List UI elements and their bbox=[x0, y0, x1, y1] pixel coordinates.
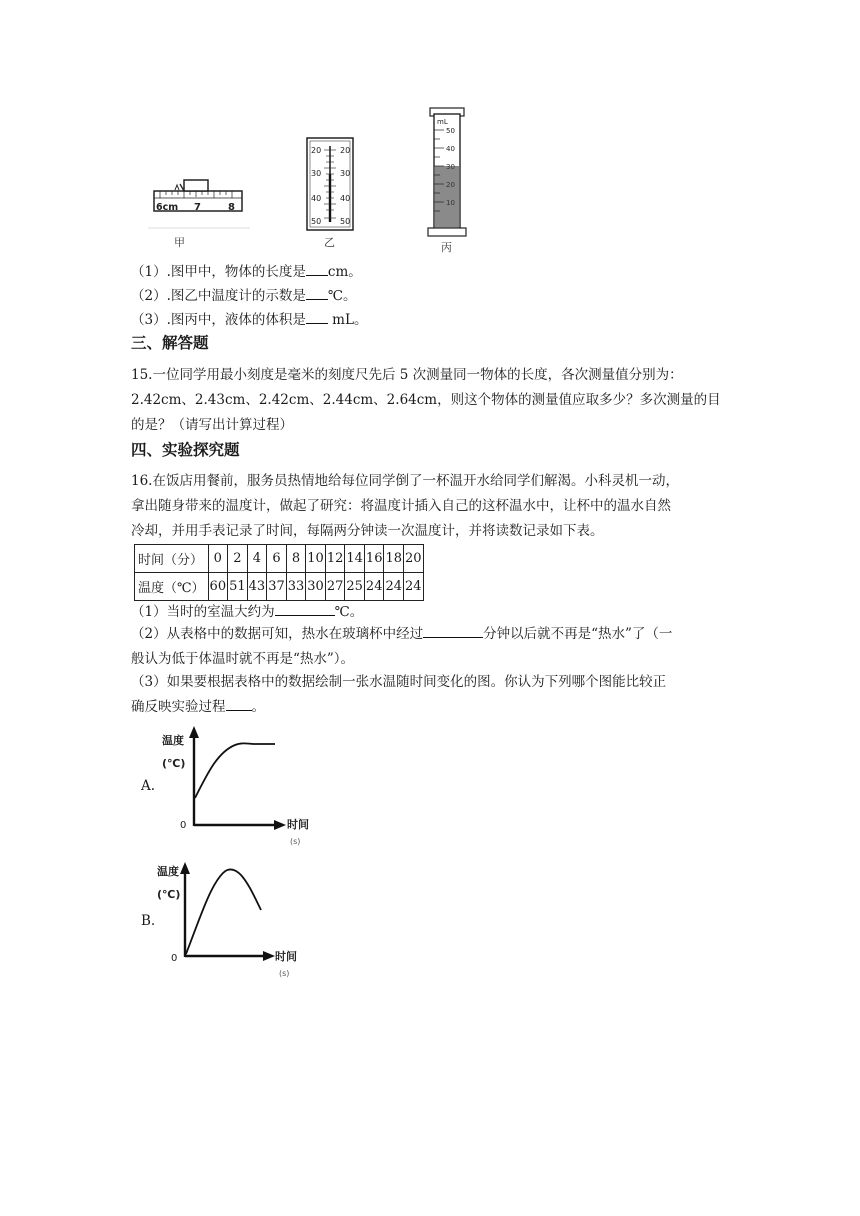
q14-item-1-post: cm。 bbox=[327, 264, 362, 281]
answer-blank[interactable] bbox=[275, 601, 335, 616]
figure-label-yi: 乙 bbox=[324, 236, 335, 249]
table-cell: 2 bbox=[228, 545, 248, 573]
origin-label: 0 bbox=[180, 820, 187, 831]
q16-sub-3-line-1: （3）如果要根据表格中的数据绘制一张水温随时间变化的图。你认为下列哪个图能比较正 bbox=[131, 674, 667, 690]
answer-blank[interactable] bbox=[423, 623, 483, 638]
cylinder-40: 40 bbox=[446, 145, 455, 153]
option-a-letter[interactable]: A. bbox=[141, 778, 156, 794]
thermo-left-30: 30 bbox=[311, 169, 322, 178]
table-cell: 12 bbox=[325, 545, 345, 573]
table-cell: 8 bbox=[286, 545, 306, 573]
ruler-tick-7: 7 bbox=[194, 202, 201, 213]
thermometer-figure bbox=[307, 138, 353, 249]
q14-item-2 bbox=[131, 285, 357, 306]
cylinder-20: 20 bbox=[446, 181, 455, 189]
ruler-unit: 6cm bbox=[156, 202, 179, 213]
table-cell: 37 bbox=[267, 573, 287, 601]
q16-sub-2-post: 分钟以后就不再是“热水”了（一 bbox=[483, 626, 673, 642]
curve bbox=[186, 869, 261, 954]
table-cell: 24 bbox=[364, 573, 384, 601]
q16-intro bbox=[131, 469, 741, 544]
top-figures bbox=[140, 100, 520, 260]
q16-sub-1-post: ℃。 bbox=[334, 604, 364, 621]
x-axis-arrow-icon bbox=[274, 820, 286, 830]
x-unit: (s) bbox=[290, 837, 301, 846]
thermo-right-30: 30 bbox=[340, 169, 351, 178]
table-cell: 24 bbox=[384, 573, 404, 601]
q16-sub-3 bbox=[131, 670, 741, 720]
figure-label-jia: 甲 bbox=[174, 236, 185, 249]
q16-sub-2-line-2: 般认为低于体温时就不再是“热水”）。 bbox=[131, 651, 355, 667]
table-cell: 24 bbox=[404, 573, 424, 601]
option-a-graph[interactable] bbox=[160, 722, 320, 850]
answer-blank[interactable] bbox=[306, 261, 328, 276]
thermo-right-40: 40 bbox=[340, 194, 351, 203]
table-cell: 33 bbox=[286, 573, 306, 601]
q16-line-2: 拿出随身带来的温度计，做起了研究：将温度计插入自己的这杯温水中，让杯中的温水自然 bbox=[131, 498, 671, 514]
q16-sub-1 bbox=[131, 601, 363, 622]
q14-item-1 bbox=[131, 261, 362, 282]
table-cell: 51 bbox=[228, 573, 248, 601]
y-unit: (℃) bbox=[162, 757, 186, 770]
y-unit: (℃) bbox=[157, 888, 181, 901]
q15-line-1: 15.一位同学用最小刻度是毫米的刻度尺先后 5 次测量同一物体的长度，各次测量值分别为： bbox=[131, 367, 683, 383]
table-cell: 25 bbox=[345, 573, 365, 601]
x-label: 时间 bbox=[287, 818, 309, 831]
cylinder-10: 10 bbox=[446, 199, 455, 207]
option-b-graph[interactable] bbox=[155, 856, 315, 982]
table-cell: 30 bbox=[306, 573, 326, 601]
answer-blank[interactable] bbox=[306, 285, 328, 300]
table-cell: 14 bbox=[345, 545, 365, 573]
origin-label: 0 bbox=[171, 953, 178, 964]
table-cell: 60 bbox=[208, 573, 228, 601]
answer-blank[interactable] bbox=[306, 309, 328, 324]
ruler-tick-8: 8 bbox=[228, 202, 235, 213]
table-cell: 6 bbox=[267, 545, 287, 573]
table-cell: 20 bbox=[404, 545, 424, 573]
figure-label-bing: 丙 bbox=[441, 241, 452, 254]
table-header-time: 时间（分） bbox=[135, 545, 209, 573]
thermo-right-50: 50 bbox=[340, 217, 351, 226]
q14-item-2-post: ℃。 bbox=[327, 288, 357, 305]
curve bbox=[195, 743, 275, 798]
answer-blank[interactable] bbox=[226, 696, 252, 711]
cylinder-50: 50 bbox=[446, 127, 455, 135]
x-unit: (s) bbox=[279, 969, 290, 978]
table-cell: 16 bbox=[364, 545, 384, 573]
q16-sub-2 bbox=[131, 622, 741, 672]
x-axis-arrow-icon bbox=[263, 951, 275, 961]
cylinder-30: 30 bbox=[446, 163, 455, 171]
section-title-answer: 三、解答题 bbox=[131, 334, 209, 352]
thermo-left-50: 50 bbox=[311, 217, 322, 226]
table-cell: 4 bbox=[247, 545, 267, 573]
table-cell: 10 bbox=[306, 545, 326, 573]
table-cell: 18 bbox=[384, 545, 404, 573]
thermo-left-20: 20 bbox=[311, 146, 322, 155]
cylinder-figure bbox=[428, 108, 466, 254]
ruler-figure bbox=[148, 180, 250, 249]
data-table bbox=[134, 544, 424, 601]
table-row-time bbox=[135, 545, 424, 573]
table-row-temperature bbox=[135, 573, 424, 601]
q16-line-1: 16.在饭店用餐前，服务员热情地给每位同学倒了一杯温开水给同学们解渴。小科灵机一动， bbox=[131, 473, 679, 489]
q14-item-2-pre: （2）.图乙中温度计的示数是 bbox=[131, 288, 306, 305]
q14-item-3-pre: （3）.图丙中，液体的体积是 bbox=[131, 312, 306, 329]
q15-line-3: 的是？（请写出计算过程） bbox=[131, 417, 293, 433]
q14-item-1-pre: （1）.图甲中，物体的长度是 bbox=[131, 264, 306, 281]
q16-sub-2-pre: （2）从表格中的数据可知，热水在玻璃杯中经过 bbox=[131, 626, 424, 642]
cylinder-unit: mL bbox=[437, 118, 448, 126]
table-cell: 27 bbox=[325, 573, 345, 601]
table-cell: 43 bbox=[247, 573, 267, 601]
q15-line-2: 2.42cm、2.43cm、2.42cm、2.44cm、2.64cm，则这个物体的测量值应取多少？多次测量的目 bbox=[131, 392, 721, 408]
thermo-right-20: 20 bbox=[340, 146, 351, 155]
y-axis-arrow-icon bbox=[189, 726, 199, 738]
section-title-experiment: 四、实验探究题 bbox=[131, 441, 240, 459]
q15 bbox=[131, 363, 741, 438]
y-label: 温度 bbox=[162, 734, 184, 747]
q16-sub-3-line-2-pre: 确反映实验过程 bbox=[131, 699, 226, 715]
table-header-temperature: 温度（℃） bbox=[135, 573, 209, 601]
q16-sub-3-line-2-post: 。 bbox=[251, 699, 265, 715]
x-label: 时间 bbox=[275, 950, 297, 963]
q16-line-3: 冷却，并用手表记录了时间，每隔两分钟读一次温度计，并将读数记录如下表。 bbox=[131, 523, 604, 539]
thermo-left-40: 40 bbox=[311, 194, 322, 203]
table-cell: 0 bbox=[208, 545, 228, 573]
option-b-letter[interactable]: B. bbox=[141, 913, 156, 929]
q14-item-3-post: mL。 bbox=[327, 312, 368, 329]
q14-item-3 bbox=[131, 309, 367, 330]
q16-sub-1-pre: （1）当时的室温大约为 bbox=[131, 604, 275, 621]
y-axis-arrow-icon bbox=[180, 862, 190, 874]
y-label: 温度 bbox=[157, 865, 179, 878]
